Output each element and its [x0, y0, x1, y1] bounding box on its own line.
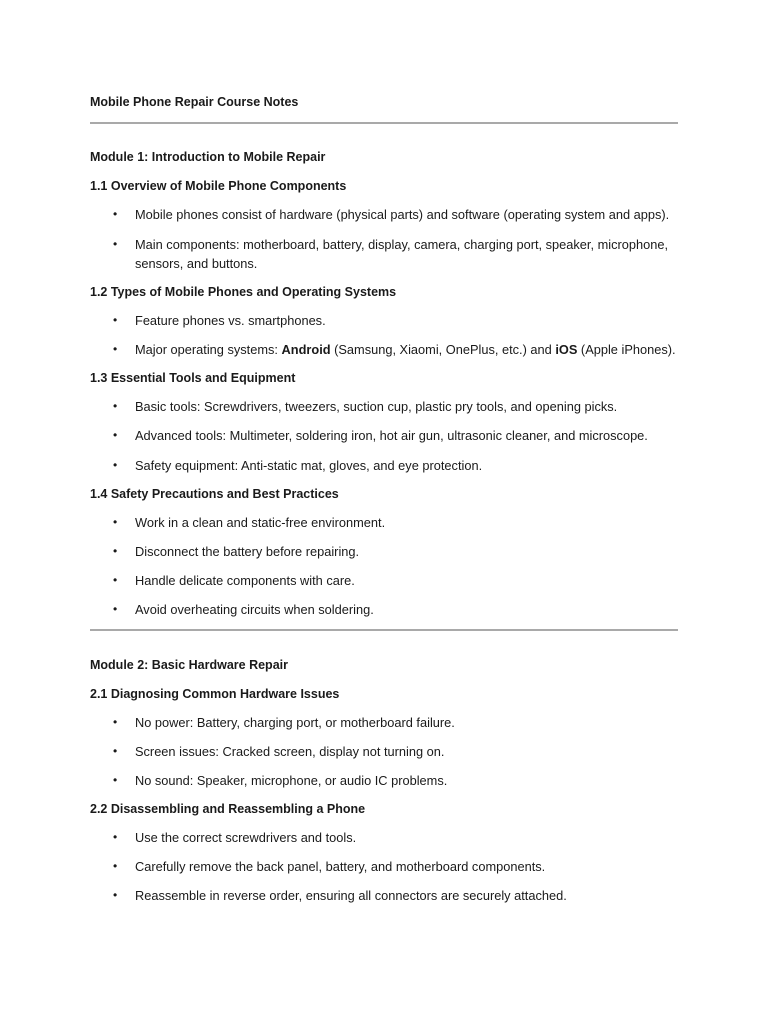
list-item-text: Advanced tools: Multimeter, soldering iron, hot air gun, ultrasonic cleaner, and microscope.: [135, 428, 648, 443]
section-1-3-list: [90, 397, 678, 475]
list-item-text: Reassemble in reverse order, ensuring all connectors are securely attached.: [135, 888, 567, 903]
bullet-icon: •: [113, 773, 118, 787]
bullet-icon: •: [113, 715, 118, 729]
bullet-icon: •: [113, 207, 118, 221]
list-item: [90, 542, 678, 561]
list-item-text-pre: Major operating systems:: [135, 342, 282, 357]
list-item: [90, 513, 678, 532]
section-1-1-list: [90, 205, 678, 273]
bullet-icon: •: [113, 830, 118, 844]
bullet-icon: •: [113, 744, 118, 758]
module-2-heading: Module 2: Basic Hardware Repair: [90, 658, 288, 672]
bullet-icon: •: [113, 313, 118, 327]
bullet-icon: •: [113, 342, 118, 356]
bullet-icon: •: [113, 859, 118, 873]
list-item: [90, 205, 678, 224]
list-item: [90, 426, 678, 445]
list-item: [90, 311, 678, 330]
list-item-text: No power: Battery, charging port, or motherboard failure.: [135, 715, 455, 730]
bullet-icon: •: [113, 458, 118, 472]
section-2-1-list: [90, 713, 678, 790]
list-item-text: Avoid overheating circuits when soldering.: [135, 602, 374, 617]
list-item: [90, 456, 678, 475]
list-item-text-post: (Apple iPhones).: [577, 342, 676, 357]
bullet-icon: •: [113, 399, 118, 413]
section-2-2-list: [90, 828, 678, 905]
list-item-text-mid: (Samsung, Xiaomi, OnePlus, etc.) and: [330, 342, 556, 357]
list-item: [90, 886, 678, 905]
list-item-text: Main components: motherboard, battery, display, camera, charging port, speaker, microphone, sensors, and buttons.: [135, 237, 669, 271]
section-1-1-heading: 1.1 Overview of Mobile Phone Components: [90, 179, 347, 193]
list-item-text: Mobile phones consist of hardware (physical parts) and software (operating system and apps).: [135, 207, 670, 222]
list-item-text: Handle delicate components with care.: [135, 573, 355, 588]
list-item: [90, 235, 678, 273]
document-body: [90, 93, 678, 905]
list-item-text: No sound: Speaker, microphone, or audio IC problems.: [135, 773, 448, 788]
ios-label: iOS: [555, 342, 578, 357]
bullet-icon: •: [113, 573, 118, 587]
list-item: [90, 828, 678, 847]
list-item-text: Use the correct screwdrivers and tools.: [135, 830, 357, 845]
list-item: [90, 340, 678, 359]
list-item: [90, 571, 678, 590]
section-2-2-heading: 2.2 Disassembling and Reassembling a Phone: [90, 802, 366, 816]
bullet-icon: •: [113, 428, 118, 442]
bullet-icon: •: [113, 602, 118, 616]
list-item-text: Screen issues: Cracked screen, display not turning on.: [135, 744, 445, 759]
divider: [90, 629, 678, 631]
list-item: [90, 742, 678, 761]
section-2-1-heading: 2.1 Diagnosing Common Hardware Issues: [90, 687, 340, 701]
section-1-2-list: [90, 311, 678, 359]
android-label: Android: [281, 342, 331, 357]
section-1-4-heading: 1.4 Safety Precautions and Best Practices: [90, 487, 339, 501]
document-title: Mobile Phone Repair Course Notes: [90, 95, 299, 109]
list-item: [90, 600, 678, 619]
list-item-text: Work in a clean and static-free environment.: [135, 515, 386, 530]
bullet-icon: •: [113, 237, 118, 251]
bullet-icon: •: [113, 544, 118, 558]
bullet-icon: •: [113, 888, 118, 902]
section-1-2-heading: 1.2 Types of Mobile Phones and Operating Systems: [90, 285, 397, 299]
divider: [90, 122, 678, 124]
list-item-text: Carefully remove the back panel, battery, and motherboard components.: [135, 859, 546, 874]
list-item-text: Safety equipment: Anti-static mat, gloves, and eye protection.: [135, 458, 483, 473]
list-item: [90, 713, 678, 732]
list-item: [90, 857, 678, 876]
section-1-4-list: [90, 513, 678, 619]
list-item-text: Disconnect the battery before repairing.: [135, 544, 360, 559]
section-1-3-heading: 1.3 Essential Tools and Equipment: [90, 371, 296, 385]
bullet-icon: •: [113, 515, 118, 529]
list-item: [90, 771, 678, 790]
module-1-heading: Module 1: Introduction to Mobile Repair: [90, 150, 326, 164]
list-item-text: Feature phones vs. smartphones.: [135, 313, 326, 328]
list-item: [90, 397, 678, 416]
list-item-text: Basic tools: Screwdrivers, tweezers, suction cup, plastic pry tools, and opening picks.: [135, 399, 618, 414]
